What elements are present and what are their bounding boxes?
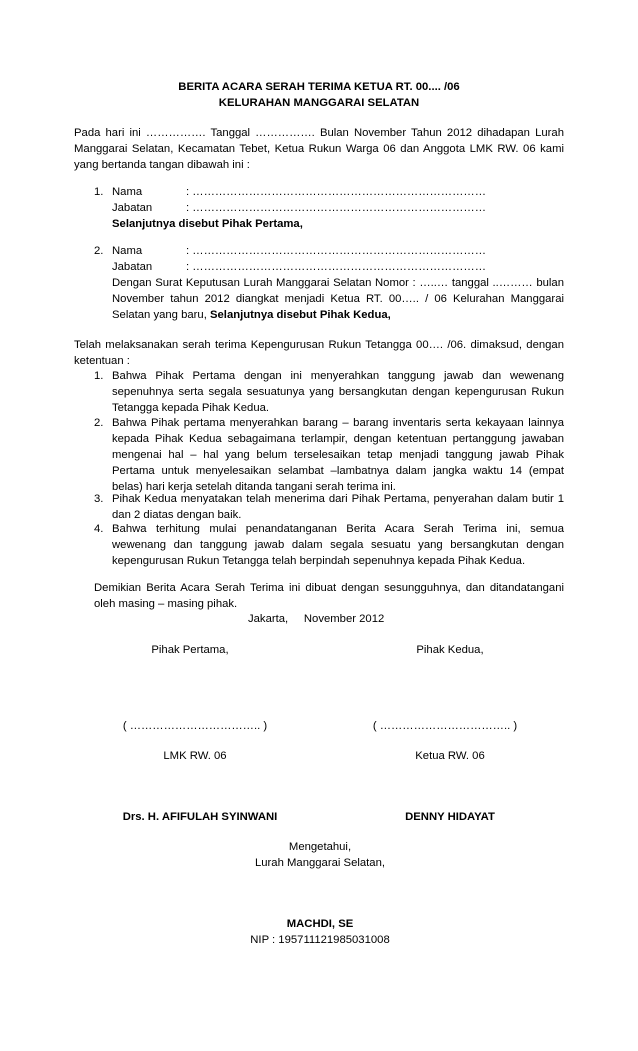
signature-right-name: DENNY HIDAYAT	[405, 811, 495, 823]
acknowledge-name: MACHDI, SE	[286, 918, 354, 930]
party-first	[94, 184, 564, 234]
party-second	[94, 243, 564, 323]
provision-text: Pihak Kedua menyatakan telah menerima dari Pihak Pertama, penyerahan dalam butir 1 dan 2 diatas dengan baik.	[112, 493, 564, 521]
signature-left-title: Pihak Pertama,	[151, 644, 229, 656]
provision-number: 3.	[94, 493, 104, 505]
acknowledge-nip: NIP : 195711121985031008	[250, 934, 390, 946]
provision-number: 2.	[94, 417, 104, 429]
acknowledge-label: Mengetahui,	[288, 841, 352, 853]
party-second-jabatan-label: Jabatan	[112, 261, 153, 273]
party-second-number: 2.	[94, 245, 104, 257]
party-first-nama-label: Nama	[112, 186, 143, 198]
party-first-nama-value: : ……………………………………………………………………	[186, 186, 486, 198]
party-second-jabatan-value: : ……………………………………………………………………	[186, 261, 486, 273]
signature-left-name: Drs. H. AFIFULAH SYINWANI	[122, 811, 278, 823]
provision-number: 1.	[94, 370, 104, 382]
party-first-number: 1.	[94, 186, 104, 198]
party-first-note: Selanjutnya disebut Pihak Pertama,	[112, 218, 303, 230]
signature-right-blank: ( …………………………….. )	[372, 720, 518, 732]
document-title: BERITA ACARA SERAH TERIMA KETUA RT. 00.... /06	[178, 81, 460, 93]
party-first-jabatan-value: : ……………………………………………………………………	[186, 202, 486, 214]
provision-number: 4.	[94, 523, 104, 535]
provision-text: Bahwa Pihak Pertama dengan ini menyerahkan tanggung jawab dan wewenang sepenuhnya serta segala sesuatunya yang bersangkutan dengan kepengurusan Rukun Tetangga kepada Pihak Kedua.	[112, 370, 564, 414]
signature-right-role: Ketua RW. 06	[415, 750, 485, 762]
signature-right-title: Pihak Kedua,	[416, 644, 484, 656]
handover-intro: Telah melaksanakan serah terima Kepengurusan Rukun Tetangga 00…. /06. dimaksud, dengan ketentuan :	[74, 339, 564, 367]
acknowledge-office: Lurah Manggarai Selatan,	[254, 857, 385, 869]
closing-paragraph: Demikian Berita Acara Serah Terima ini dibuat dengan sesungguhnya, dan ditandatangani oleh masing – masing pihak.	[94, 582, 564, 610]
intro-paragraph: Pada hari ini ……………. Tanggal ……………. Bulan November Tahun 2012 dihadapan Lurah Manggarai Selatan, Kecamatan Tebet, Ketua Rukun Warga 06 dan Anggota LMK RW. 06 kami yang bertanda tangan dibawah ini :	[74, 127, 564, 171]
party-second-note: Selanjutnya disebut Pihak Kedua,	[209, 309, 391, 321]
signature-left-blank: ( …………………………….. )	[122, 720, 268, 732]
document-subtitle: KELURAHAN MANGGARAI SELATAN	[218, 97, 420, 109]
provision-text: Bahwa Pihak pertama menyerahkan barang – barang inventaris serta kekayaan lainnya kepada Pihak Kedua sebagaimana terlampir, dengan ketentuan pertanggung jawaban mengenai hal – hal yang belum terselesaikan tetap menjadi tanggung jawab Pihak Pertama untuk menyelesaikan selambat –lambatnya dalam jangka waktu 14 (empat belas) hari kerja setelah ditanda tangani serah terima ini.	[112, 417, 564, 493]
signature-left-role: LMK RW. 06	[163, 750, 227, 762]
provision-text: Bahwa terhitung mulai penandatanganan Berita Acara Serah Terima ini, semua wewenang dan tanggung jawab dalam segala sesuatu yang bersangkutan dengan kepengurusan Rukun Tetangga telah berpindah sepenuhnya kepada Pihak Kedua.	[112, 523, 564, 567]
place-date: Jakarta, November 2012	[248, 613, 385, 625]
party-second-decree-text: Dengan Surat Keputusan Lurah Manggarai Selatan Nomor : …..… tanggal ..……… bulan November tahun 2012 diangkat menjadi Ketua RT. 00….. / 06 Kelurahan Manggarai Selatan yang baru,	[112, 277, 564, 321]
party-second-nama-value: : ……………………………………………………………………	[186, 245, 486, 257]
party-second-nama-label: Nama	[112, 245, 143, 257]
party-second-decree	[112, 275, 564, 323]
party-first-jabatan-label: Jabatan	[112, 202, 153, 214]
